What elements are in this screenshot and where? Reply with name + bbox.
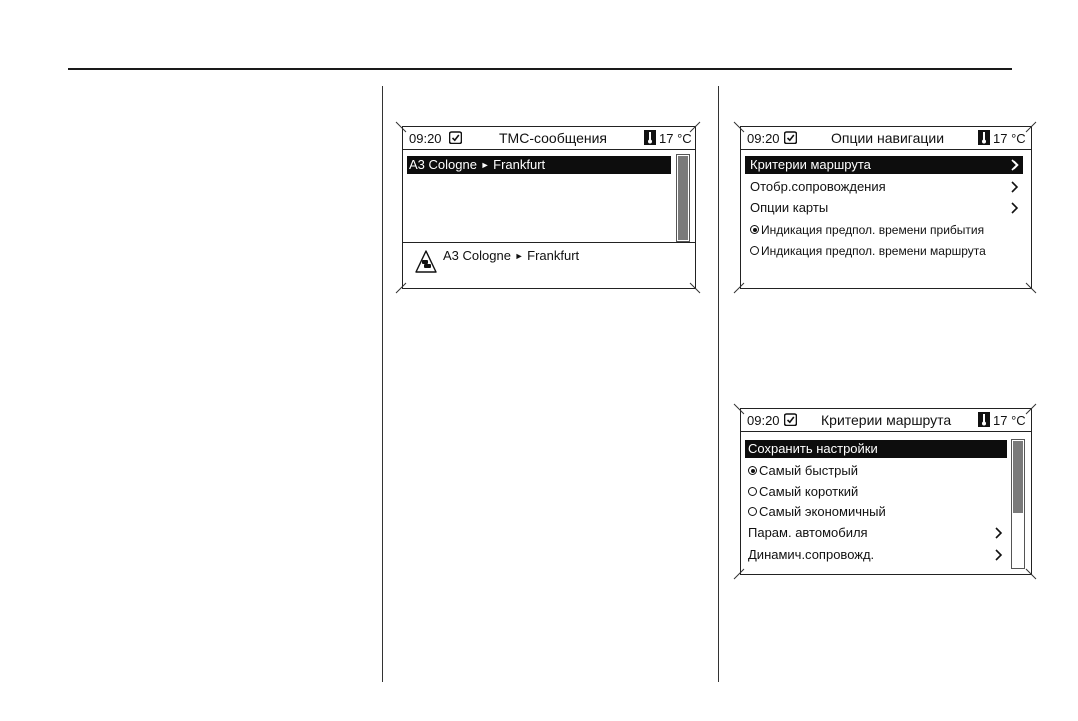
- route-to: Frankfurt: [493, 157, 546, 172]
- column-divider-left: [382, 86, 383, 682]
- clock-check-icon: [449, 131, 462, 144]
- clock-time: 09:20: [747, 413, 780, 428]
- thermometer-icon: [978, 130, 990, 145]
- menu-item-label: Критерии маршрута: [750, 157, 871, 172]
- menu-item-save-settings[interactable]: [745, 440, 1007, 458]
- detail-divider: [403, 242, 695, 243]
- radio-shortest[interactable]: [745, 483, 1000, 501]
- menu-item-label: Динамич.сопровожд.: [748, 547, 875, 562]
- clock-check-icon: [784, 413, 797, 426]
- clock-time: 09:20: [409, 131, 442, 146]
- tms-message-row-selected[interactable]: [407, 156, 671, 174]
- scrollbar-thumb[interactable]: [1013, 441, 1023, 513]
- menu-item-map-options[interactable]: [745, 199, 1023, 217]
- tms-screen: [402, 126, 696, 289]
- outside-temperature: 17 °C: [993, 131, 1026, 146]
- detail-to: Frankfurt: [527, 248, 580, 263]
- screen-title: ТМС-сообщения: [499, 130, 608, 146]
- radio-label: Индикация предпол. времени прибытия: [761, 223, 985, 237]
- chevron-right-icon: [1011, 159, 1019, 171]
- route-from: A3 Cologne: [409, 157, 477, 172]
- detail-from: A3 Cologne: [443, 248, 511, 263]
- screen-title: Критерии маршрута: [821, 412, 952, 428]
- chevron-right-icon: [995, 549, 1003, 561]
- column-divider-right: [718, 86, 719, 682]
- radio-checked-icon: [750, 225, 759, 234]
- radio-label: Индикация предпол. времени маршрута: [761, 244, 986, 258]
- route-criteria-screen: [740, 408, 1032, 575]
- arrow-right-icon: ►: [480, 160, 490, 170]
- menu-item-guidance-display[interactable]: [745, 178, 1023, 196]
- scrollbar[interactable]: [676, 154, 690, 242]
- outside-temperature: 17 °C: [659, 131, 692, 146]
- clock-check-icon: [784, 131, 797, 144]
- radio-checked-icon: [748, 466, 757, 475]
- radio-unchecked-icon: [748, 507, 757, 516]
- arrow-right-icon: ►: [514, 251, 524, 261]
- radio-label: Самый быстрый: [759, 463, 858, 478]
- nav-options-screen: [740, 126, 1032, 289]
- radio-fastest[interactable]: [745, 462, 1000, 480]
- menu-item-label: Отобр.сопровождения: [750, 179, 886, 194]
- chevron-right-icon: [995, 527, 1003, 539]
- thermometer-icon: [978, 412, 990, 427]
- radio-economical[interactable]: [745, 503, 1000, 521]
- status-bar: [741, 409, 1031, 432]
- status-bar: [741, 127, 1031, 150]
- traffic-jam-icon: [415, 250, 437, 274]
- chevron-right-icon: [1011, 202, 1019, 214]
- radio-unchecked-icon: [748, 487, 757, 496]
- menu-item-label: Парам. автомобиля: [748, 525, 868, 540]
- tms-message-detail: [443, 248, 579, 263]
- page-header-rule: [68, 68, 1012, 70]
- menu-item-label: Опции карты: [750, 200, 829, 215]
- menu-item-route-criteria[interactable]: [745, 156, 1023, 174]
- thermometer-icon: [644, 130, 656, 145]
- chevron-right-icon: [1011, 181, 1019, 193]
- status-bar: [403, 127, 695, 150]
- screen-title: Опции навигации: [831, 130, 945, 146]
- scrollbar[interactable]: [1011, 439, 1025, 569]
- outside-temperature: 17 °C: [993, 413, 1026, 428]
- radio-route-time[interactable]: [745, 242, 1023, 260]
- menu-item-vehicle-params[interactable]: [745, 524, 1007, 542]
- radio-unchecked-icon: [750, 246, 759, 255]
- menu-item-dynamic-guidance[interactable]: [745, 546, 1007, 564]
- menu-item-label: Сохранить настройки: [748, 441, 878, 456]
- radio-arrival-time[interactable]: [745, 221, 1023, 239]
- radio-label: Самый экономичный: [759, 504, 886, 519]
- scrollbar-thumb[interactable]: [678, 156, 688, 240]
- clock-time: 09:20: [747, 131, 780, 146]
- radio-label: Самый короткий: [759, 484, 859, 499]
